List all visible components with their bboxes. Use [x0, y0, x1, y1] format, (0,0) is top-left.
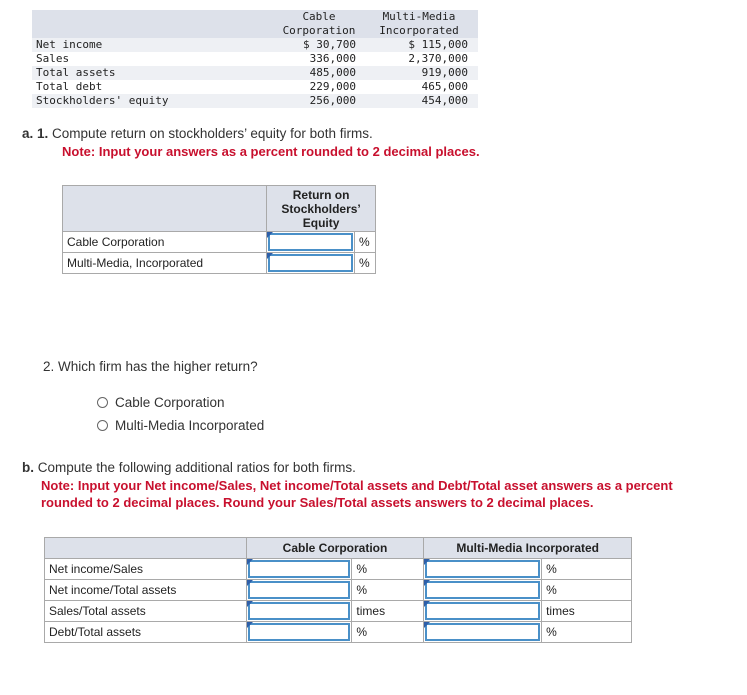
table-row — [63, 232, 376, 253]
part-a-question: a. 1. Compute return on stockholders’ equity for both firms. — [22, 126, 373, 141]
roe-column-header: Return on Stockholders’ Equity — [267, 186, 376, 232]
roe-mm-input[interactable] — [267, 253, 355, 274]
cable-column-header: Cable Corporation — [246, 538, 424, 559]
roe-table — [62, 185, 376, 274]
multimedia-ratio-input[interactable] — [424, 601, 542, 622]
table-row: Sales 336,000 2,370,000 — [32, 52, 478, 66]
multimedia-ratio-input[interactable] — [424, 559, 542, 580]
multimedia-ratio-input[interactable] — [424, 622, 542, 643]
table-row: Net income/Total assets % % — [45, 580, 632, 601]
roe-cable-input[interactable] — [267, 232, 355, 253]
part-a2-question: 2. Which firm has the higher return? — [43, 359, 258, 374]
percent-unit: % — [355, 253, 376, 274]
cable-ratio-input[interactable] — [246, 559, 352, 580]
table-header-row — [32, 10, 478, 24]
radio-option-cable[interactable]: Cable Corporation — [97, 395, 225, 410]
radio-circle-icon[interactable] — [97, 420, 108, 431]
radio-option-multimedia[interactable]: Multi-Media Incorporated — [97, 418, 264, 433]
col-header-mm-1: Multi-Media — [366, 10, 478, 24]
multimedia-column-header: Multi-Media Incorporated — [424, 538, 632, 559]
multimedia-ratio-input[interactable] — [424, 580, 542, 601]
table-row: Total debt 229,000 465,000 — [32, 80, 478, 94]
financial-data-table — [32, 10, 478, 108]
col-header-cable-2: Corporation — [278, 24, 366, 38]
col-header-mm-2: Incorporated — [366, 24, 478, 38]
table-row: Net income $ 30,700 $ 115,000 — [32, 38, 478, 52]
radio-circle-icon[interactable] — [97, 397, 108, 408]
ratios-table — [44, 537, 632, 643]
part-a-note: Note: Input your answers as a percent rounded to 2 decimal places. — [62, 144, 480, 159]
cable-ratio-input[interactable] — [246, 601, 352, 622]
cable-ratio-input[interactable] — [246, 622, 352, 643]
roe-row-label: Cable Corporation — [63, 232, 267, 253]
table-row: Total assets 485,000 919,000 — [32, 66, 478, 80]
roe-row-label: Multi-Media, Incorporated — [63, 253, 267, 274]
table-row: Net income/Sales % % — [45, 559, 632, 580]
table-row: Sales/Total assets times times — [45, 601, 632, 622]
part-b-question: b. Compute the following additional ratios for both firms. — [22, 460, 356, 475]
part-b-note-line1: Note: Input your Net income/Sales, Net income/Total assets and Debt/Total asset answers as a percent — [41, 478, 673, 493]
col-header-cable-1: Cable — [278, 10, 366, 24]
part-b-note-line2: rounded to 2 decimal places. Round your Sales/Total assets answers to 2 decimal places. — [41, 495, 594, 510]
table-header-row — [32, 24, 478, 38]
percent-unit: % — [355, 232, 376, 253]
table-row — [63, 253, 376, 274]
table-row: Debt/Total assets % % — [45, 622, 632, 643]
table-row: Stockholders' equity 256,000 454,000 — [32, 94, 478, 108]
cable-ratio-input[interactable] — [246, 580, 352, 601]
